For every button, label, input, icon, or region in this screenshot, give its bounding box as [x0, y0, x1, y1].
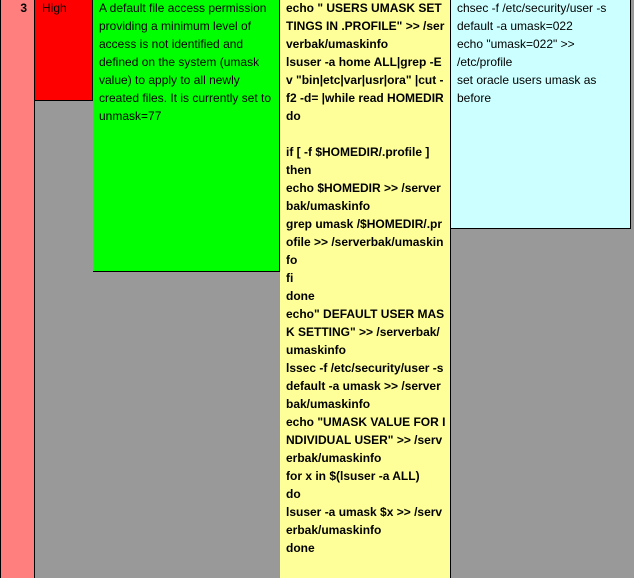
description-cell: [93, 0, 280, 272]
check-script-cell: [280, 0, 451, 578]
severity-cell: [35, 0, 93, 101]
fix-script-cell: [451, 0, 631, 229]
check-script-text: echo " USERS UMASK SETTINGS IN .PROFILE" >> /serverbak/umaskinfo lsuser -a home ALL|grep -Ev "bin|etc|var|usr|ora" |cut -f2 -d= |while read HOMEDIR do if [ -f $HOMEDIR/.profile ] then echo $HOMEDIR >> /serverbak/umaskinfo grep umask /$HOMEDIR/.profile >> /serverbak/umaskinfo fi done echo" DEFAULT USER MASK SETTING" >> /serverbak/umaskinfo lssec -f /etc/security/user -s default -a umask >> /serverbak/umaskinfo echo "UMASK VALUE FOR INDIVIDUAL USER" >> /serverbak/umaskinfo for x in $(lsuser -a ALL) do lsuser -a umask $x >> /serverbak/umaskinfo done: [286, 1, 446, 555]
severity-label: High: [42, 1, 67, 15]
row-number-cell: [0, 0, 35, 578]
fix-script-text: chsec -f /etc/security/user -s default -a umask=022 echo "umask=022" >> /etc/profile set oracle users umask as before: [457, 1, 607, 105]
row-number: 3: [20, 1, 27, 15]
description-text: A default file access permission providing a minimum level of access is not identified and defined on the system (umask value) to apply to all newly created files. It is currently set to unmask=77: [99, 1, 275, 123]
